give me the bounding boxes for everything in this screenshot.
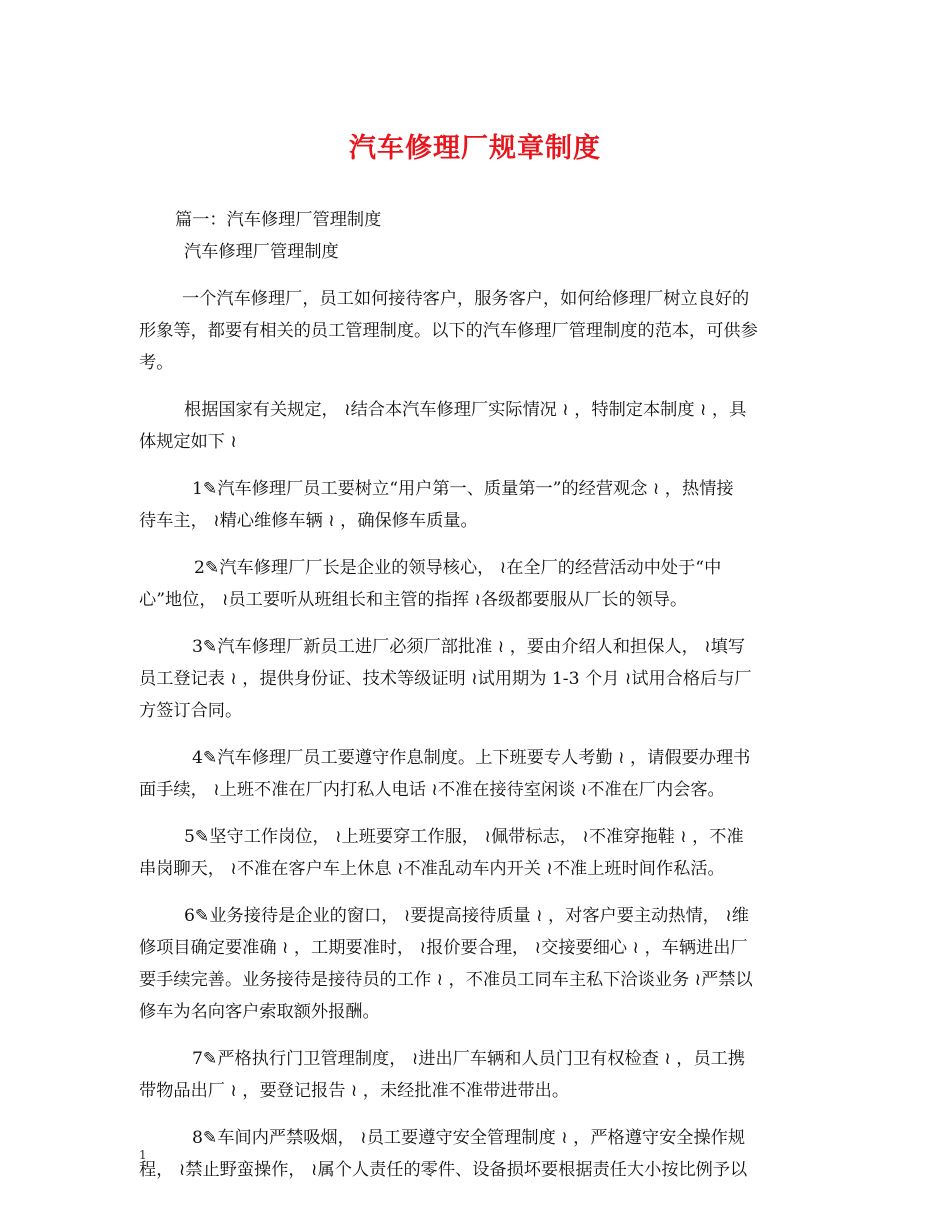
- paragraph-line: 汽车修理厂管理制度: [184, 242, 339, 262]
- paragraph: [139, 1043, 812, 1107]
- paragraph-gap: [139, 1107, 812, 1122]
- paragraph-line: 6✎业务接待是企业的窗口， ≀要提高接待质量 ≀ ，对客户要主动热情， ≀维: [184, 906, 749, 926]
- paragraph-line: 篇一：汽车修理厂管理制度: [175, 210, 382, 230]
- paragraph-line: 员工登记表 ≀ ，提供身份证、技术等级证明 ≀试用期为 1-3 个月 ≀试用合格后与厂: [139, 669, 752, 689]
- paragraph-line: 考。: [139, 353, 174, 373]
- paragraph-line: 根据国家有关规定， ≀结合本汽车修理厂实际情况 ≀ ，特制定本制度 ≀ ，具: [184, 400, 747, 420]
- paragraph-line: 面手续， ≀上班不准在厂内打私人电话 ≀不准在接待室闲谈 ≀不准在厂内会客。: [139, 780, 725, 800]
- paragraph-line: 一个汽车修理厂，员工如何接待客户，服务客户，如何给修理厂树立良好的: [182, 289, 750, 309]
- paragraph-line: 2✎汽车修理厂厂长是企业的领导核心， ≀在全厂的经营活动中处于“中: [194, 558, 722, 578]
- paragraph-gap: [139, 537, 812, 552]
- paragraph: [139, 900, 812, 1028]
- paragraph: [139, 631, 812, 727]
- paragraph-gap: [139, 727, 812, 742]
- paragraph-line: 4✎汽车修理厂员工要遵守作息制度。上下班要专人考勤 ≀ ，请假要办理书: [192, 748, 751, 768]
- paragraph: [139, 742, 812, 806]
- paragraph-line: 7✎严格执行门卫管理制度， ≀进出厂车辆和人员门卫有权检查 ≀ ，员工携: [192, 1049, 746, 1069]
- paragraph-line: 方签订合同。: [139, 701, 243, 721]
- paragraph-line: 要手续完善。业务接待是接待员的工作 ≀ ，不准员工同车主私下洽谈业务 ≀严禁以: [139, 970, 753, 990]
- paragraph-gap: [139, 379, 812, 394]
- page-number: 1: [139, 1148, 147, 1162]
- paragraph: [139, 236, 812, 268]
- paragraph: [139, 1122, 812, 1186]
- paragraph-line: 程， ≀禁止野蛮操作， ≀属个人责任的零件、设备损坏要根据责任大小按比例予以: [139, 1160, 748, 1180]
- paragraph-gap: [139, 885, 812, 900]
- document-body: [139, 204, 812, 1186]
- paragraph-line: 修项目确定要准确 ≀ ，工期要准时， ≀报价要合理， ≀交接要细心 ≀ ，车辆进出厂: [139, 938, 748, 958]
- paragraph-gap: [139, 616, 812, 631]
- paragraph: [139, 821, 812, 885]
- paragraph-line: 3✎汽车修理厂新员工进厂必须厂部批准 ≀ ，要由介绍人和担保人， ≀填写: [192, 637, 746, 657]
- paragraph: [139, 283, 812, 379]
- paragraph-gap: [139, 1028, 812, 1043]
- paragraph-gap: [139, 268, 812, 283]
- paragraph-gap: [139, 458, 812, 473]
- paragraph-line: 体规定如下 ≀: [139, 432, 237, 452]
- paragraph-line: 8✎车间内严禁吸烟， ≀员工要遵守安全管理制度 ≀ ，严格遵守安全操作规: [192, 1128, 746, 1148]
- paragraph-line: 心”地位， ≀员工要听从班组长和主管的指挥 ≀各级都要服从厂长的领导。: [139, 590, 688, 610]
- paragraph-line: 串岗聊天， ≀不准在客户车上休息 ≀不准乱动车内开关 ≀不准上班时间作私活。: [139, 859, 725, 879]
- paragraph-line: 形象等，都要有相关的员工管理制度。以下的汽车修理厂管理制度的范本，可供参: [139, 321, 758, 341]
- paragraph-line: 5✎坚守工作岗位， ≀上班要穿工作服， ≀佩带标志， ≀不准穿拖鞋 ≀ ，不准: [184, 827, 744, 847]
- paragraph: [139, 473, 812, 537]
- paragraph: [139, 552, 812, 616]
- paragraph: [139, 204, 812, 236]
- paragraph-line: 带物品出厂 ≀ ，要登记报告 ≀ ，未经批准不准带进带出。: [139, 1081, 570, 1101]
- paragraph: [139, 394, 812, 458]
- paragraph-line: 待车主， ≀精心维修车辆 ≀ ，确保修车质量。: [139, 511, 478, 531]
- document-title: 汽车修理厂规章制度: [349, 133, 601, 164]
- paragraph-gap: [139, 806, 812, 821]
- paragraph-line: 修车为名向客户索取额外报酬。: [139, 1002, 380, 1022]
- paragraph-line: 1✎汽车修理厂员工要树立“用户第一、质量第一”的经营观念 ≀ ，热情接: [192, 479, 734, 499]
